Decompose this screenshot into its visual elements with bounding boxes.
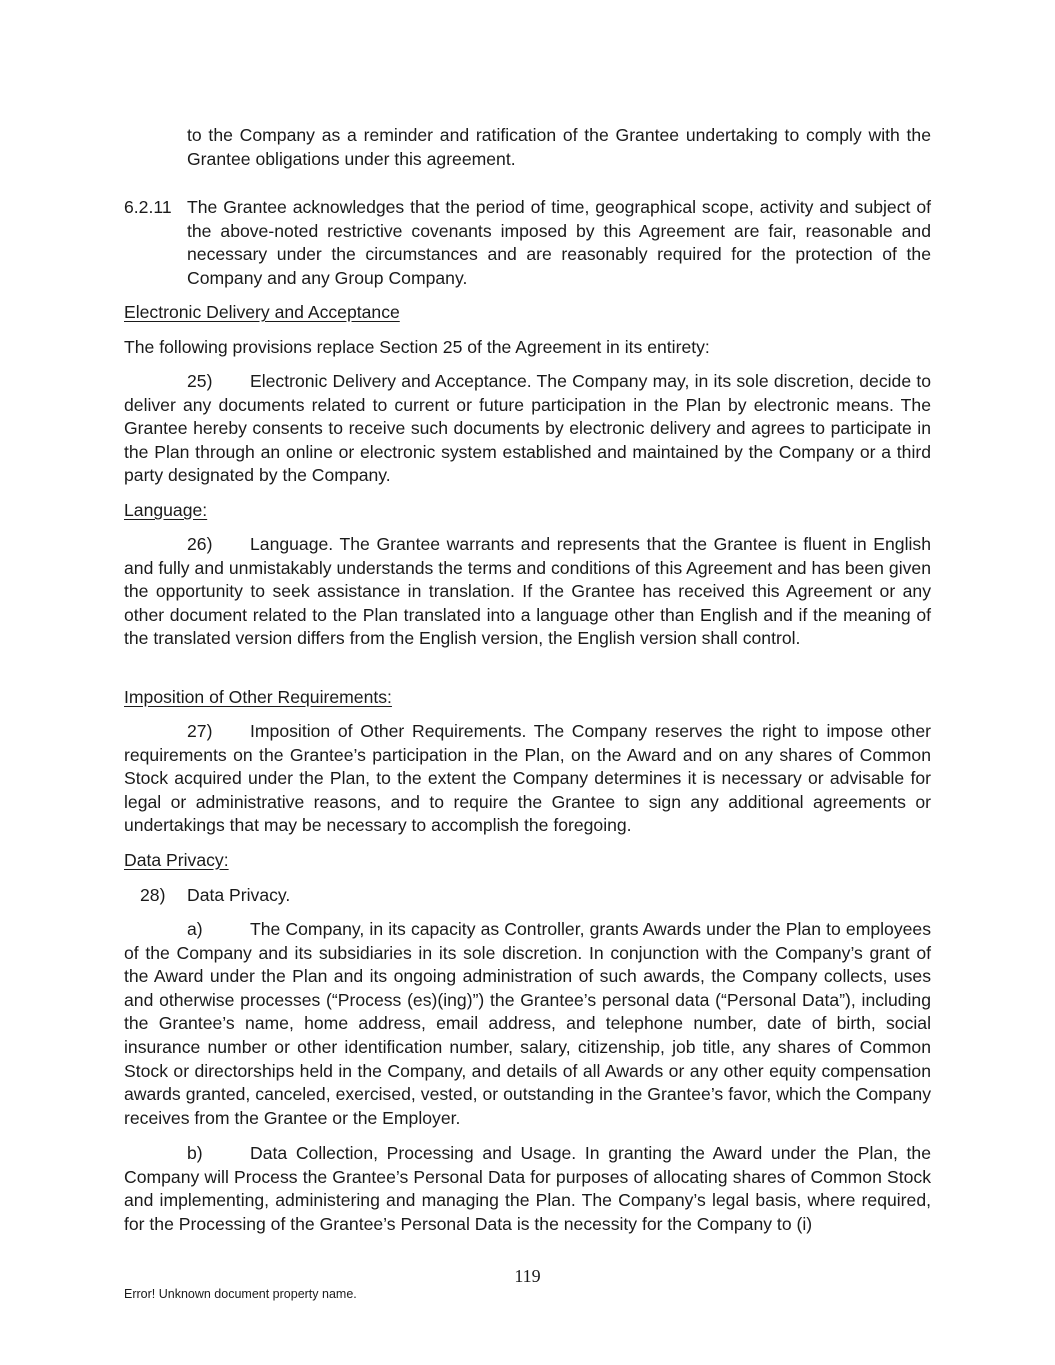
paragraph-28-a <box>124 918 931 1130</box>
page-number: 119 <box>514 1266 541 1286</box>
language-heading: Language: <box>124 500 208 520</box>
paragraph-27-number: 27) <box>187 721 213 741</box>
paragraph-26-number: 26) <box>187 534 213 554</box>
paragraph-28-b <box>124 1142 931 1236</box>
paragraph-27 <box>124 720 931 838</box>
paragraph-28 <box>140 884 290 908</box>
imposition-heading: Imposition of Other Requirements: <box>124 687 392 707</box>
data-privacy-heading: Data Privacy: <box>124 850 229 870</box>
continuation-paragraph: to the Company as a reminder and ratification of the Grantee undertaking to comply with the Grantee obligations under this agreement. <box>187 125 931 169</box>
paragraph-25-number: 25) <box>187 371 213 391</box>
paragraph-28-a-text: The Company, in its capacity as Controller, grants Awards under the Plan to employees of the Company and its subsidiaries in its sole discretion. In conjunction with the Company’s grant of the Award under the Plan and its ongoing administration of such awards, the Company collects, uses and otherwise processes (“Process (es)(ing)”) the Grantee’s personal data (“Personal Data”), including the Grantee’s name, home address, email address, and telephone number, date of birth, social insurance number or other identification number, salary, citizenship, job title, any shares of Common Stock or directorships held in the Company, and details of all Awards or any other equity compensation awards granted, canceled, exercised, vested, or outstanding in the Grantee’s favor, which the Company receives from the Grantee or the Employer. <box>124 919 931 1128</box>
paragraph-28-number: 28) <box>140 885 166 905</box>
paragraph-25-text: Electronic Delivery and Acceptance. The Company may, in its sole discretion, decide to deliver any documents related to current or future participation in the Plan by electronic means. The Grantee hereby consents to receive such documents by electronic delivery and agrees to participate in the Plan through an online or electronic system established and maintained by the Company or a third party designated by the Company. <box>124 371 931 486</box>
section-number: 6.2.11 <box>124 197 172 217</box>
paragraph-27-text: Imposition of Other Requirements. The Company reserves the right to impose other requirements on the Grantee’s participation in the Plan, on the Award and on any shares of Common Stock acquired under the Plan, to the extent the Company determines it is necessary or advisable for legal or administrative reasons, and to require the Grantee to sign any additional agreements or undertakings that may be necessary to accomplish the foregoing. <box>124 721 931 836</box>
paragraph-28-b-text: Data Collection, Processing and Usage. In granting the Award under the Plan, the Company will Process the Grantee’s Personal Data for purposes of allocating shares of Common Stock and implementing, administering and managing the Plan. The Company’s legal basis, where required, for the Processing of the Grantee’s Personal Data is the necessity for the Company to (i) <box>124 1143 931 1234</box>
electronic-intro: The following provisions replace Section 25 of the Agreement in its entirety: <box>124 337 710 357</box>
footer-text: Error! Unknown document property name. <box>124 1287 357 1301</box>
paragraph-28-a-label: a) <box>187 919 203 939</box>
section-6-2-11-text: The Grantee acknowledges that the period of time, geographical scope, activity and subject of the above-noted restrictive covenants imposed by this Agreement are fair, reasonable and necessary under the circumstances and are reasonably required for the protection of the Company and any Group Company. <box>187 197 931 288</box>
paragraph-28-b-label: b) <box>187 1143 203 1163</box>
paragraph-26-text: Language. The Grantee warrants and represents that the Grantee is fluent in English and fully and unmistakably understands the terms and conditions of this Agreement and has been given the opportunity to seek assistance in translation. If the Grantee has received this Agreement or any other document related to the Plan translated into a language other than English and if the meaning of the translated version differs from the English version, the English version shall control. <box>124 534 931 649</box>
paragraph-25 <box>124 370 931 488</box>
paragraph-28-title: Data Privacy. <box>187 885 291 905</box>
paragraph-26 <box>124 533 931 651</box>
electronic-delivery-heading: Electronic Delivery and Acceptance <box>124 302 400 322</box>
